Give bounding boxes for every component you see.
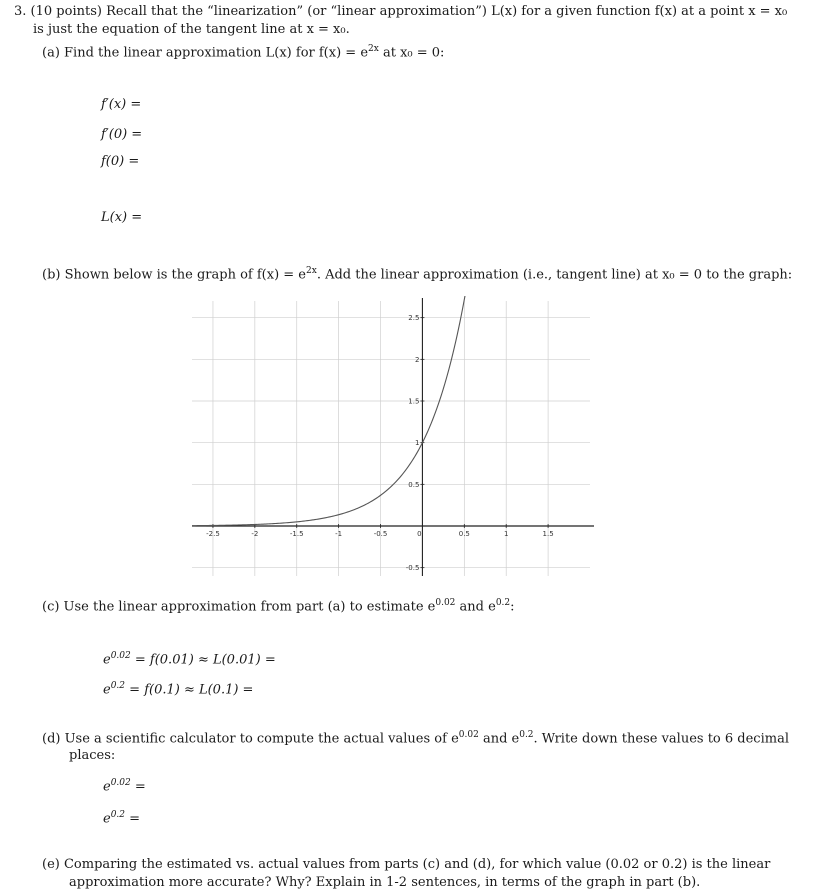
part-c-prompt: (c) Use the linear approximation from part (a) to estimate $e^{0.02}$ and $e^{0.2}$: (42, 598, 515, 615)
x-tick-label: -1.5 (289, 530, 304, 538)
part-a-L-x: L(x) = (101, 210, 143, 225)
part-d-line1: $e^{0.02}$ = (103, 778, 146, 795)
part-c-line2: $e^{0.2} = f(0.1) \approx L(0.1)$ = (103, 681, 254, 698)
y-tick-label: 1 (414, 439, 420, 448)
part-d-line2: $e^{0.2}$ = (103, 810, 141, 827)
part-e-prompt-line2: approximation more accurate? Why? Explain in 1-2 sentences, in terms of the graph in part (b). (69, 875, 701, 890)
y-tick-label: 0.5 (408, 480, 420, 489)
y-tick-label: 1.5 (408, 397, 420, 406)
x-tick-label: 1 (503, 530, 509, 538)
x-tick-label: -2.5 (206, 530, 220, 538)
x-tick-label: 0.5 (458, 530, 470, 538)
x-tick-label: -0.5 (373, 530, 388, 538)
function-curve (192, 296, 465, 526)
exponential-graph (186, 296, 596, 581)
x-tick-label: 1.5 (542, 530, 554, 538)
x-tick-label: 0 (417, 530, 422, 538)
part-a-f-0: f(0) = (101, 154, 140, 169)
problem-intro-line1 (14, 4, 787, 19)
problem-intro-text-1: (10 points) Recall that the “linearization” (or “linear approximation”) L(x) for a given function f(x) at a point x = x₀ (30, 4, 788, 19)
part-b-prompt: (b) Shown below is the graph of $f(x) = e^{2x}$. Add the linear approximation (i.e., tangent line) at x₀ = 0 to the graph: (42, 266, 793, 283)
y-tick-label: 2.5 (408, 314, 420, 323)
part-c-line1: $e^{0.02} = f(0.01) \approx L(0.01)$ = (103, 651, 276, 668)
part-a-fprime-x: f′(x) = (101, 97, 142, 112)
part-a-prompt: (a) Find the linear approximation L(x) for $f(x) = e^{2x}$ at x₀ = 0: (42, 44, 445, 61)
part-d-prompt-line1: (d) Use a scientific calculator to compute the actual values of $e^{0.02}$ and $e^{0.2}$. Write down these values to 6 decimal (42, 730, 789, 747)
y-tick-label: -0.5 (405, 564, 420, 573)
problem-number: 3. (14, 4, 27, 19)
chart-ticks (206, 314, 554, 572)
part-a-fprime-0: f′(0) = (101, 127, 143, 142)
x-tick-label: -2 (251, 530, 259, 538)
part-d-prompt-line2: places: (69, 748, 116, 763)
x-tick-label: -1 (335, 530, 343, 538)
y-tick-label: 2 (414, 355, 420, 364)
problem-intro-line2: is just the equation of the tangent line at x = x₀. (33, 22, 350, 37)
part-e-prompt-line1: (e) Comparing the estimated vs. actual values from parts (c) and (d), for which value (0.02 or 0.2) is the linear (42, 857, 771, 872)
